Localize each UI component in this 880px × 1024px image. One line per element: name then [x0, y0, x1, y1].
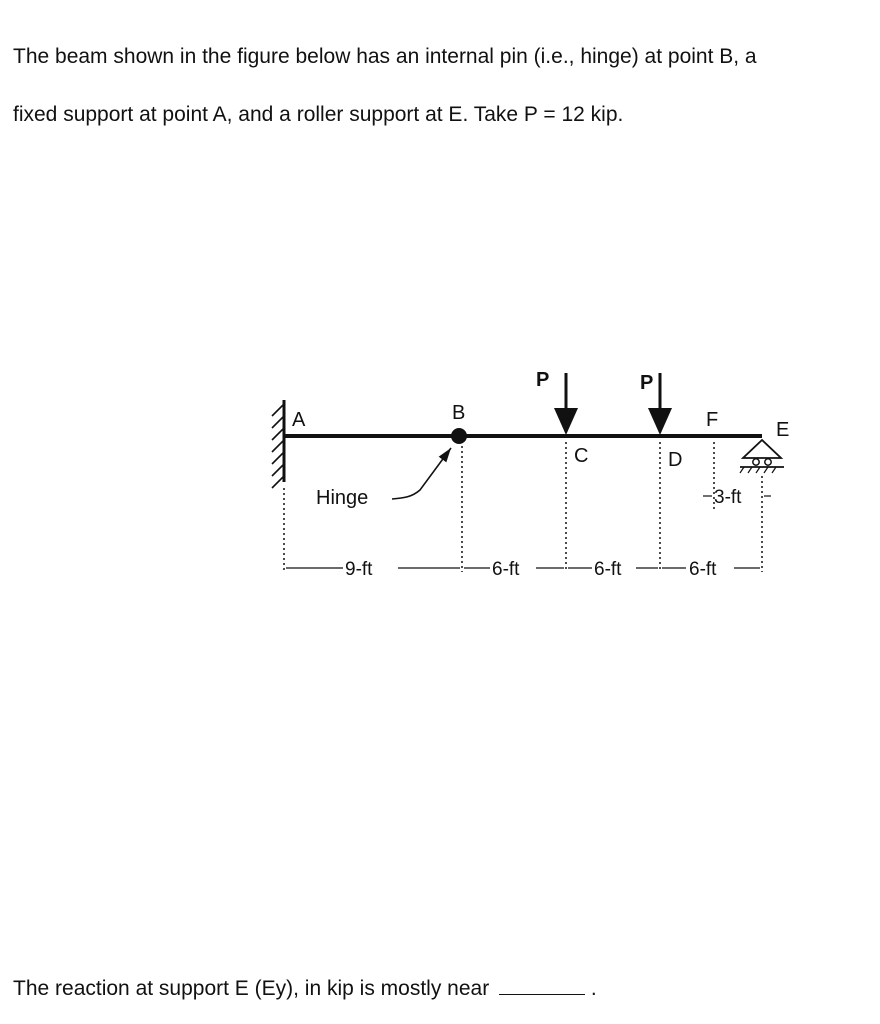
label-point-e: E — [776, 419, 790, 441]
label-load-p-d: P — [640, 372, 654, 394]
roller-support-e — [740, 440, 784, 473]
dim-label-de: 6-ft — [689, 559, 717, 580]
dim-label-cd: 6-ft — [594, 559, 622, 580]
problem-line-1: The beam shown in the figure below has an internal pin (i.e., hinge) at point B, a — [13, 45, 757, 68]
label-point-b: B — [452, 402, 466, 424]
fixed-support-a — [272, 400, 284, 488]
answer-blank — [499, 972, 585, 995]
label-load-p-c: P — [536, 369, 550, 391]
hinge-leader — [392, 448, 451, 499]
dim-label-ab: 9-ft — [345, 559, 373, 580]
label-point-a: A — [292, 409, 306, 431]
label-point-d: D — [668, 449, 683, 471]
dim-label-bc: 6-ft — [492, 559, 520, 580]
question — [13, 972, 597, 1001]
problem-line-2: fixed support at point A, and a roller support at E. Take P = 12 kip. — [13, 103, 624, 126]
question-text: The reaction at support E (Ey), in kip is mostly near — [13, 977, 490, 1000]
question-suffix: . — [590, 977, 597, 1000]
label-hinge: Hinge — [316, 487, 369, 509]
dim-label-fe: 3-ft — [714, 487, 742, 508]
hinge-pin-b — [451, 428, 467, 444]
label-point-c: C — [574, 445, 589, 467]
label-point-f: F — [706, 409, 719, 431]
